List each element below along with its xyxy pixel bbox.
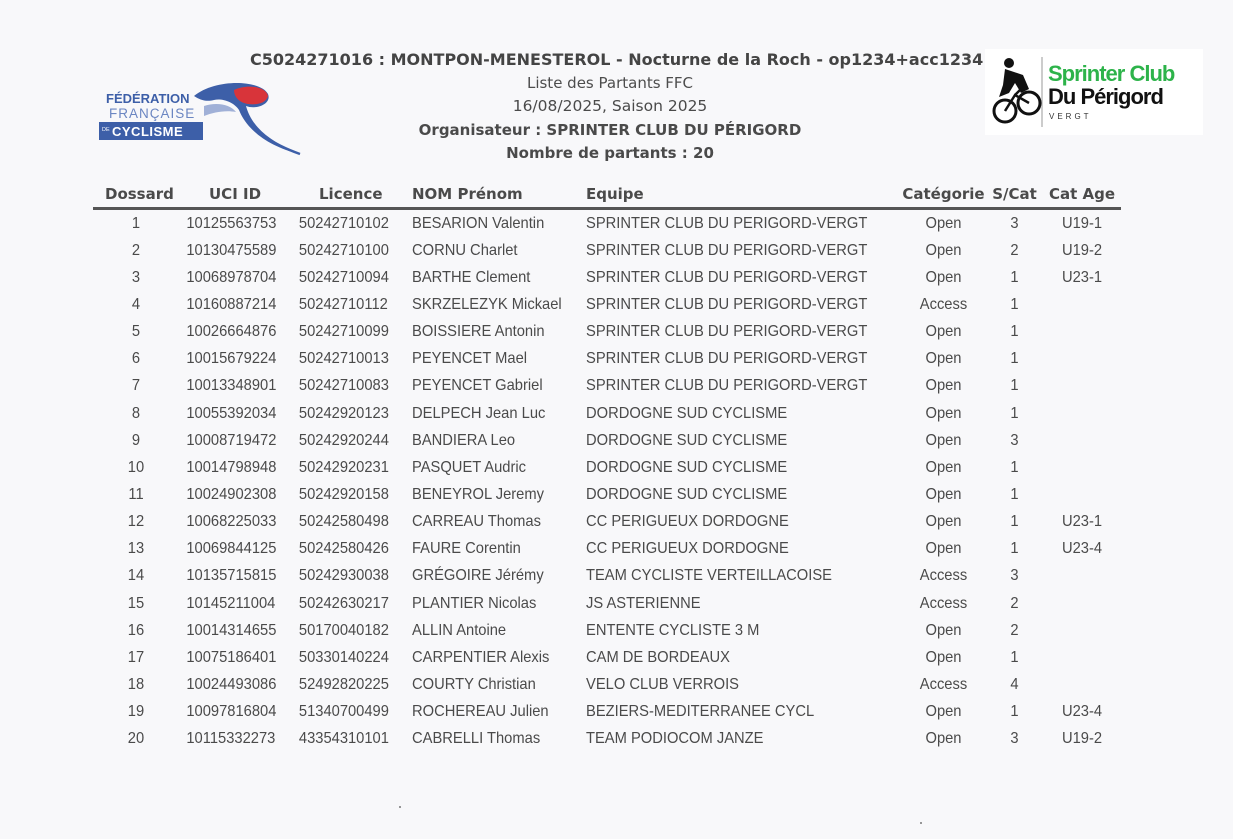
- cell-categorie: Open: [925, 323, 962, 341]
- table-row: [93, 726, 1121, 753]
- cell-scat: 2: [1010, 621, 1019, 639]
- organizer: Organisateur : SPRINTER CLUB DU PÉRIGORD: [418, 120, 802, 139]
- col-header-licence: Licence: [286, 181, 412, 209]
- cell-cat-age: [1046, 454, 1118, 481]
- cell-nom-prenom: CARPENTIER Alexis: [412, 648, 550, 666]
- cell-uci-id: 10115332273: [186, 730, 276, 748]
- cell-categorie: Open: [925, 540, 962, 558]
- cell-equipe: JS ASTERIENNE: [586, 594, 701, 612]
- cell-nom-prenom: PLANTIER Nicolas: [412, 594, 537, 612]
- cell-equipe: CAM DE BORDEAUX: [586, 648, 730, 666]
- cell-dossard: 18: [127, 675, 145, 693]
- cell-licence: 50242710099: [298, 323, 389, 341]
- cell-cat-age: U23-1: [1061, 268, 1103, 286]
- cell-equipe: SPRINTER CLUB DU PERIGORD-VERGT: [586, 295, 868, 313]
- cell-equipe: VELO CLUB VERROIS: [586, 675, 739, 693]
- cell-equipe: TEAM CYCLISTE VERTEILLACOISE: [586, 567, 832, 585]
- ffc-logo-line2: FRANÇAISE: [109, 106, 196, 121]
- cell-categorie: Open: [925, 648, 962, 666]
- cell-uci-id: 10014314655: [186, 621, 277, 639]
- cell-dossard: 8: [131, 404, 141, 422]
- cell-uci-id: 10013348901: [186, 377, 277, 395]
- table-row: [93, 427, 1121, 454]
- cell-licence: 50242920158: [298, 485, 389, 503]
- cell-scat: 1: [1010, 485, 1019, 503]
- cell-cat-age: [1046, 400, 1118, 427]
- cell-equipe: ENTENTE CYCLISTE 3 M: [586, 621, 760, 639]
- cell-dossard: 9: [131, 431, 141, 449]
- cyclist-icon: [994, 58, 1040, 122]
- cell-scat: 2: [1010, 594, 1019, 612]
- cell-uci-id: 10008719472: [186, 431, 277, 449]
- table-row: [93, 563, 1121, 590]
- cell-categorie: Open: [925, 268, 962, 286]
- cell-dossard: 17: [127, 648, 145, 666]
- cell-dossard: 2: [131, 241, 141, 259]
- col-header-dossard: Dossard: [93, 181, 179, 209]
- cell-cat-age: [1046, 427, 1118, 454]
- col-header-nom-prenom: NOM Prénom: [412, 181, 586, 209]
- document-header: [250, 48, 984, 166]
- cell-uci-id: 10015679224: [186, 350, 277, 368]
- col-header-equipe: Equipe: [586, 181, 901, 209]
- cell-scat: 1: [1010, 703, 1019, 721]
- cell-dossard: 6: [131, 350, 141, 368]
- table-row: [93, 291, 1121, 318]
- cell-cat-age: [1046, 346, 1118, 373]
- participant-count: Nombre de partants : 20: [506, 144, 714, 162]
- cell-cat-age: [1046, 319, 1118, 346]
- cell-dossard: 11: [128, 485, 144, 503]
- cell-categorie: Open: [925, 241, 962, 259]
- cell-licence: 50242710083: [298, 377, 389, 395]
- cell-categorie: Open: [925, 214, 962, 232]
- cell-equipe: DORDOGNE SUD CYCLISME: [586, 485, 788, 503]
- cell-scat: 1: [1010, 377, 1019, 395]
- table-row: [93, 400, 1121, 427]
- cell-licence: 50242920244: [298, 431, 389, 449]
- cell-uci-id: 10130475589: [186, 241, 277, 259]
- cell-scat: 1: [1010, 648, 1019, 666]
- table-row: [93, 454, 1121, 481]
- cell-uci-id: 10024493086: [186, 675, 277, 693]
- cell-dossard: 13: [127, 540, 145, 558]
- cell-scat: 4: [1010, 675, 1019, 693]
- race-title: C5024271016 : MONTPON-MENESTEROL - Nocturne de la Roch - op1234+acc1234: [250, 50, 984, 69]
- cell-equipe: SPRINTER CLUB DU PERIGORD-VERGT: [586, 241, 868, 259]
- cell-nom-prenom: DELPECH Jean Luc: [412, 404, 546, 422]
- cell-dossard: 20: [127, 730, 145, 748]
- cell-licence: 50242710013: [298, 350, 389, 368]
- cell-licence: 50242710094: [298, 268, 389, 286]
- cell-cat-age: [1046, 671, 1118, 698]
- cell-equipe: SPRINTER CLUB DU PERIGORD-VERGT: [586, 214, 868, 232]
- cell-scat: 2: [1010, 241, 1019, 259]
- cell-licence: 50242630217: [298, 594, 389, 612]
- cell-nom-prenom: PASQUET Audric: [412, 458, 526, 476]
- cell-nom-prenom: COURTY Christian: [412, 675, 536, 693]
- cell-categorie: Open: [925, 350, 962, 368]
- cell-uci-id: 10014798948: [186, 458, 277, 476]
- cell-scat: 1: [1010, 513, 1019, 531]
- cell-uci-id: 10055392034: [186, 404, 277, 422]
- col-header-scat: S/Cat: [986, 181, 1043, 209]
- list-subtitle: Liste des Partants FFC: [526, 73, 694, 92]
- cell-dossard: 19: [127, 703, 145, 721]
- cell-scat: 1: [1010, 350, 1019, 368]
- cell-nom-prenom: ROCHEREAU Julien: [412, 703, 549, 721]
- sprinter-club-logo: [985, 49, 1203, 135]
- cell-dossard: 4: [131, 295, 141, 313]
- cell-licence: 50242920123: [298, 404, 389, 422]
- cell-scat: 1: [1010, 404, 1019, 422]
- cell-equipe: CC PERIGUEUX DORDOGNE: [586, 540, 789, 558]
- cell-licence: 52492820225: [298, 675, 389, 693]
- starters-table-wrap: [93, 181, 1121, 753]
- cell-dossard: 7: [131, 377, 141, 395]
- race-date: 16/08/2025, Saison 2025: [512, 97, 708, 115]
- cell-cat-age: U19-2: [1061, 241, 1103, 259]
- cell-uci-id: 10125563753: [186, 214, 277, 232]
- cell-dossard: 15: [127, 594, 145, 612]
- cell-dossard: 10: [127, 458, 145, 476]
- cell-licence: 51340700499: [298, 703, 389, 721]
- cell-licence: 50242710112: [298, 295, 388, 313]
- cell-nom-prenom: SKRZELEZYK Mickael: [412, 295, 562, 313]
- cell-licence: 50242930038: [298, 567, 389, 585]
- table-row: [93, 699, 1121, 726]
- cell-nom-prenom: BANDIERA Leo: [412, 431, 516, 449]
- starters-table: [93, 181, 1121, 753]
- table-row: [93, 590, 1121, 617]
- scan-dot: [399, 806, 401, 808]
- cell-licence: 50242580426: [298, 540, 389, 558]
- cell-uci-id: 10069844125: [186, 540, 277, 558]
- cell-cat-age: [1046, 481, 1118, 508]
- cell-scat: 3: [1010, 214, 1019, 232]
- cell-uci-id: 10135715815: [186, 567, 277, 585]
- table-row: [93, 644, 1121, 671]
- cell-equipe: BEZIERS-MEDITERRANEE CYCL: [586, 703, 815, 721]
- table-row: [93, 536, 1121, 563]
- cell-scat: 1: [1010, 295, 1019, 313]
- cell-categorie: Open: [925, 621, 962, 639]
- cell-categorie: Open: [925, 513, 962, 531]
- cell-dossard: 16: [127, 621, 145, 639]
- table-row: [93, 264, 1121, 291]
- table-row: [93, 509, 1121, 536]
- table-row: [93, 319, 1121, 346]
- cell-categorie: Open: [925, 431, 962, 449]
- cell-categorie: Access: [919, 295, 968, 313]
- cell-equipe: SPRINTER CLUB DU PERIGORD-VERGT: [586, 377, 868, 395]
- cell-scat: 1: [1010, 323, 1019, 341]
- table-row: [93, 481, 1121, 508]
- ffc-logo-line3: CYCLISME: [112, 124, 184, 139]
- table-row: [93, 373, 1121, 400]
- cell-licence: 50242710100: [298, 241, 389, 259]
- cell-nom-prenom: CABRELLI Thomas: [412, 730, 541, 748]
- cell-dossard: 3: [131, 268, 141, 286]
- cell-uci-id: 10068225033: [186, 513, 277, 531]
- cell-cat-age: U23-4: [1061, 703, 1103, 721]
- cell-categorie: Open: [925, 377, 962, 395]
- cell-cat-age: [1046, 563, 1118, 590]
- cell-equipe: SPRINTER CLUB DU PERIGORD-VERGT: [586, 350, 868, 368]
- ffc-logo-line1: FÉDÉRATION: [106, 91, 190, 106]
- cell-scat: 3: [1010, 431, 1019, 449]
- cell-uci-id: 10024902308: [186, 485, 277, 503]
- cell-licence: 50242580498: [298, 513, 389, 531]
- sprinter-logo-line2: Du Périgord: [1048, 84, 1163, 109]
- cell-cat-age: [1046, 644, 1118, 671]
- cell-scat: 3: [1010, 567, 1019, 585]
- cell-nom-prenom: FAURE Corentin: [412, 540, 521, 558]
- cell-nom-prenom: ALLIN Antoine: [412, 621, 507, 639]
- cell-licence: 50242710102: [298, 214, 389, 232]
- ffc-logo-line3-prefix: DE: [102, 127, 110, 133]
- cell-categorie: Open: [925, 730, 962, 748]
- scan-dot: [920, 822, 922, 824]
- cell-dossard: 5: [131, 323, 141, 341]
- cell-categorie: Open: [925, 485, 962, 503]
- cell-nom-prenom: BESARION Valentin: [412, 214, 545, 232]
- cell-equipe: CC PERIGUEUX DORDOGNE: [586, 513, 789, 531]
- cell-nom-prenom: PEYENCET Mael: [412, 350, 528, 368]
- sprinter-logo-line1: Sprinter Club: [1048, 61, 1175, 86]
- cell-categorie: Open: [925, 458, 962, 476]
- table-row: [93, 617, 1121, 644]
- col-header-uci-id: UCI ID: [179, 181, 286, 209]
- cell-cat-age: U19-2: [1061, 730, 1103, 748]
- sprinter-logo-line3: VERGT: [1049, 112, 1092, 121]
- col-header-categorie: Catégorie: [901, 181, 986, 209]
- cell-nom-prenom: PEYENCET Gabriel: [412, 377, 543, 395]
- table-row: [93, 671, 1121, 698]
- cell-uci-id: 10075186401: [186, 648, 277, 666]
- cell-equipe: DORDOGNE SUD CYCLISME: [586, 458, 788, 476]
- cell-cat-age: U23-4: [1061, 540, 1103, 558]
- cell-uci-id: 10068978704: [186, 268, 277, 286]
- cell-uci-id: 10145211004: [186, 594, 276, 612]
- cell-nom-prenom: BENEYROL Jeremy: [412, 485, 544, 503]
- cell-cat-age: U23-1: [1061, 513, 1103, 531]
- cell-uci-id: 10160887214: [186, 295, 277, 313]
- cell-scat: 1: [1010, 268, 1019, 286]
- cell-equipe: SPRINTER CLUB DU PERIGORD-VERGT: [586, 323, 868, 341]
- cell-equipe: TEAM PODIOCOM JANZE: [586, 730, 764, 748]
- cell-cat-age: [1046, 617, 1118, 644]
- cell-scat: 1: [1010, 458, 1019, 476]
- cell-dossard: 1: [131, 214, 141, 232]
- table-body: [93, 209, 1121, 753]
- table-row: [93, 237, 1121, 264]
- cell-licence: 50242920231: [298, 458, 389, 476]
- cell-dossard: 14: [127, 567, 145, 585]
- cell-scat: 3: [1010, 730, 1019, 748]
- cell-nom-prenom: BOISSIERE Antonin: [412, 323, 545, 341]
- cell-categorie: Access: [919, 675, 968, 693]
- cell-categorie: Open: [925, 404, 962, 422]
- cell-categorie: Open: [925, 703, 962, 721]
- cell-categorie: Access: [919, 567, 968, 585]
- cell-equipe: DORDOGNE SUD CYCLISME: [586, 404, 788, 422]
- cell-cat-age: [1046, 373, 1118, 400]
- table-row: [93, 346, 1121, 373]
- cell-scat: 1: [1010, 540, 1019, 558]
- cell-licence: 43354310101: [298, 730, 389, 748]
- cell-nom-prenom: CORNU Charlet: [412, 241, 518, 259]
- cell-dossard: 12: [127, 513, 145, 531]
- cell-uci-id: 10026664876: [186, 323, 277, 341]
- cell-cat-age: [1046, 291, 1118, 318]
- cell-nom-prenom: CARREAU Thomas: [412, 513, 541, 531]
- cell-nom-prenom: BARTHE Clement: [412, 268, 531, 286]
- cell-nom-prenom: GRÉGOIRE Jérémy: [412, 567, 544, 585]
- table-header-row: [93, 181, 1121, 209]
- cell-cat-age: U19-1: [1061, 214, 1103, 232]
- table-row: [93, 209, 1121, 238]
- cell-licence: 50330140224: [298, 648, 389, 666]
- cell-licence: 50170040182: [298, 621, 389, 639]
- cell-equipe: DORDOGNE SUD CYCLISME: [586, 431, 788, 449]
- cell-cat-age: [1046, 590, 1118, 617]
- cell-equipe: SPRINTER CLUB DU PERIGORD-VERGT: [586, 268, 868, 286]
- col-header-cat-age: Cat Age: [1043, 181, 1121, 209]
- cell-uci-id: 10097816804: [186, 703, 277, 721]
- cell-categorie: Access: [919, 594, 968, 612]
